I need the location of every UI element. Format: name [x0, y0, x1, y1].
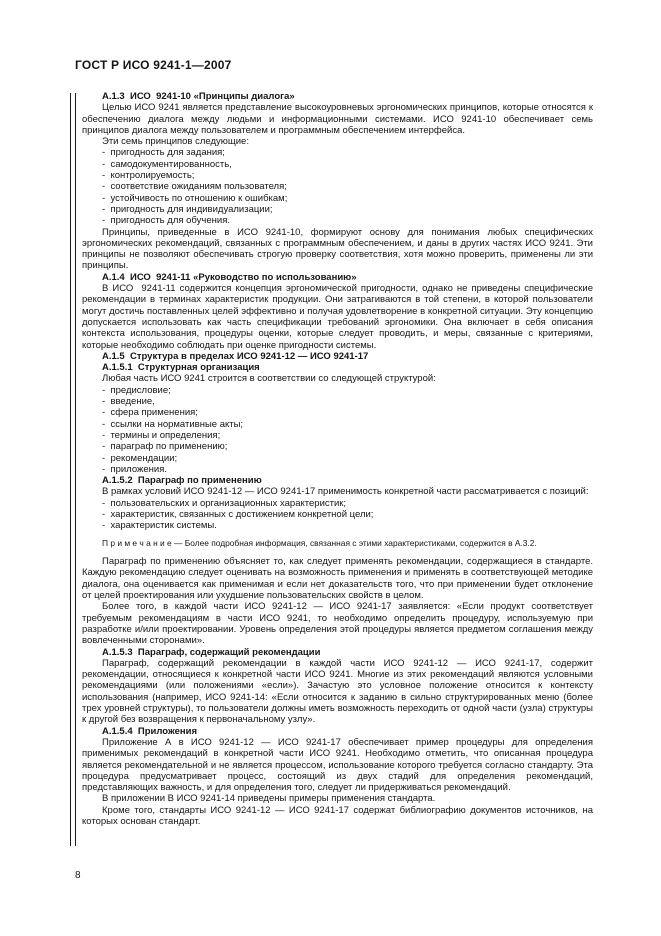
para-principles-basis: Принципы, приведенные в ИСО 9241-10, формируют основу для понимания любых специфических эргономических рекомендаций, связанных с программным обеспечением, и даны в других частях ИСО 9241. Эти принципы не позволяют обеспечивать строгую проверку соответствия, хотя можно проверить, применены ли эти принципы.	[82, 226, 593, 272]
para-recommendations: Параграф, содержащий рекомендации в каждой части ИСО 9241-12 — ИСО 9241-17, содержит рекомендации, относящиеся к конкретной части ИСО 9241. Многие из этих рекомендаций являются условными рекомендациями (или положениями «если»). Зачастую это условное положение относится к контексту использования (например, ИСО 9241-14: «Если относится к заданию в сильно структурированных меню (более трех уровней структуры), то пользователи должны иметь возможность переходить от одной части (узла) структуры к другой без возвращения к первоначальному узлу».	[82, 657, 593, 726]
para-annex-a: Приложение А в ИСО 9241-12 — ИСО 9241-17 обеспечивает пример процедуры для определения применимых рекомендаций в конкретной части ИСО 9241. Необходимо отметить, что описанная процедура является рекомендательной и не является процессом, использование которого требуется согласно стандарту. Эта процедура предусматривает процесс, состоящий из двух стадий для определения рекомендаций, представляющих важность, и для определения того, следует ли придерживаться рекомендаций.	[82, 736, 593, 794]
list-item: - приложения.	[102, 463, 167, 475]
list-item: - предисловие;	[102, 384, 171, 396]
list-item: - параграф по применению;	[102, 441, 228, 453]
document-content	[82, 91, 593, 827]
list-item: - ссылки на нормативные акты;	[102, 418, 244, 430]
list-item: - сфера применения;	[102, 407, 198, 419]
list-item: - термины и определения;	[102, 429, 221, 441]
heading-a-1-4: А.1.4 ИСО 9241-11 «Руководство по использованию»	[102, 271, 357, 283]
list-item: - пригодность для обучения.	[102, 215, 230, 227]
heading-a-1-3: А.1.3 ИСО 9241-10 «Принципы диалога»	[102, 91, 295, 102]
heading-a-1-5: А.1.5 Структура в пределах ИСО 9241-12 — ИСО 9241-17	[102, 350, 369, 362]
characteristics-list	[82, 498, 593, 532]
list-item: - самодокументированность,	[102, 158, 232, 170]
change-bar	[70, 93, 76, 846]
para-applicability-intro: В рамках условий ИСО 9241-12 — ИСО 9241-17 применимость конкретной части рассматривается с позиций:	[102, 486, 589, 498]
note: П р и м е ч а н и е — Более подробная информация, связанная с этими характеристиками, содержится в А.3.2.	[102, 537, 537, 548]
heading-a-1-5-2: А.1.5.2 Параграф по применению	[102, 475, 262, 487]
running-header: ГОСТ Р ИСО 9241-1—2007	[75, 58, 232, 72]
list-item: - соответствие ожиданиям пользователя;	[102, 181, 287, 193]
para-iso-9241-10-goal: Целью ИСО 9241 является представление высокоуровневых эргономических принципов, которые относятся к обеспечению диалога между людьми и информационными системами. ИСО 9241-10 обеспечивает семь принципов диалога между пользователем и программным обеспечением интерфейса.	[82, 102, 593, 136]
principles-list	[82, 147, 593, 226]
structure-list	[82, 385, 593, 475]
para-iso-9241-11: В ИСО 9241-11 содержится концепция эргономической пригодности, однако не приведены специфические рекомендации в терминах характеристик продукции. Они затрагиваются в той степени, в которой пользователи могут достичь поставленных целей эффективно и получая удовлетворение в конкретной ситуации. Эту концепцию допускается использовать как часть спецификации требований эргономики. Она включает в себя описания контекста использования, процедуры оценки, которые следует проводить, и меры, связанные с критериями, которые необходимо соблюдать при оценке пригодности системы.	[82, 283, 593, 351]
para-seven-principles-intro: Эти семь принципов следующие:	[102, 136, 249, 148]
list-item: - характеристик, связанных с достижением конкретной цели;	[102, 508, 374, 520]
list-item: - характеристик системы.	[102, 520, 217, 532]
list-item: - введение,	[102, 396, 155, 408]
list-item: - пригодность для задания;	[102, 147, 225, 159]
heading-a-1-5-1: А.1.5.1 Структурная организация	[102, 362, 260, 374]
para-annex-b: В приложении В ИСО 9241-14 приведены примеры применения стандарта.	[102, 793, 436, 805]
list-item: - контролируемость;	[102, 170, 195, 182]
list-item: - рекомендации;	[102, 452, 178, 464]
heading-a-1-5-4: А.1.5.4 Приложения	[102, 725, 197, 737]
page-number: 8	[75, 870, 81, 881]
list-item: - пользовательских и организационных характеристик;	[102, 497, 347, 509]
list-item: - пригодность для индивидуализации;	[102, 203, 273, 215]
para-structure-intro: Любая часть ИСО 9241 строится в соответствии со следующей структурой:	[102, 373, 436, 385]
list-item: - устойчивость по отношению к ошибкам;	[102, 192, 288, 204]
para-application-explained: Параграф по применению объясняет то, как следует применять рекомендации, содержащиеся в стандарте. Каждую рекомендацию следует оценивать на возможность применения и применять в соответствующей методике диалога, она оценивается как применимая и если нет доказательств того, что при применении будет отклонение от целей проектирования или ухудшение пользовательских свойств в целом.	[82, 556, 593, 602]
heading-a-1-5-3: А.1.5.3 Параграф, содержащий рекомендации	[102, 646, 321, 658]
para-moreover: Более того, в каждой части ИСО 9241-12 — ИСО 9241-17 заявляется: «Если продукт соответствует требуемым рекомендациям в части ИСО 9241, то необходимо определить процедуру, используемую при разработке и/или проектировании. Уровень определения этой процедуры является предметом соглашения между вовлеченными сторонами».	[82, 601, 593, 647]
para-bibliography: Кроме того, стандарты ИСО 9241-12 — ИСО 9241-17 содержат библиографию документов источников, на которых основан стандарт.	[82, 804, 593, 827]
